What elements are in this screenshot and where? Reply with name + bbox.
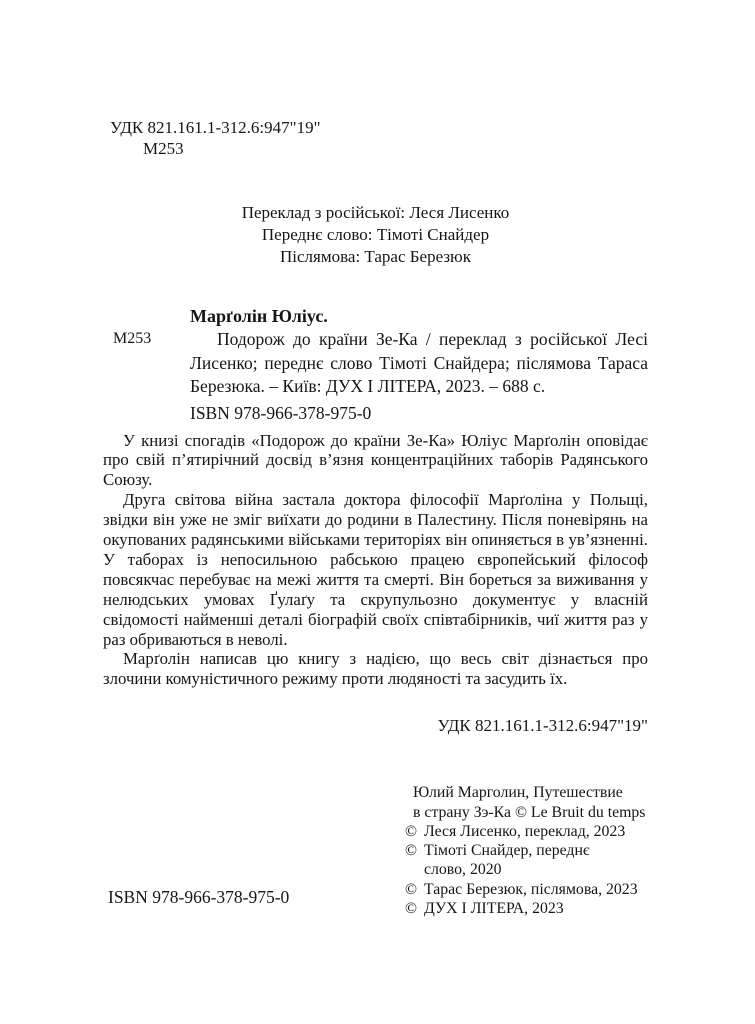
credit-foreword: Переднє слово: Тімоті Снайдер [261, 225, 490, 244]
credit-translator: Переклад з російської: Леся Лисенко [241, 203, 510, 222]
copyright-entry [405, 841, 655, 880]
udc-top-block [103, 117, 648, 159]
copyright-entry [405, 822, 655, 841]
copyright-symbol: © [405, 900, 418, 918]
udc-bottom-number: УДК 821.161.1-312.6:947"19" [437, 716, 648, 736]
udc-top-number: УДК 821.161.1-312.6:947"19" [110, 118, 321, 137]
copyright-source-line: в страну Зэ-Ка © Le Bruit du temps [413, 803, 646, 821]
annotation-block [103, 431, 648, 690]
catalog-author-name: Марґолін Юліус. [190, 306, 328, 326]
footer [103, 783, 648, 933]
annotation-paragraph: У книзі спогадів «Подорож до країни Зе-Ка» Юліус Марґолін оповідає про свій п’ятирічний досвід в’язня концентраційних таборів Радянського Союзу. [103, 430, 648, 490]
copyright-symbol: © [405, 880, 418, 898]
copyright-entry-text: Леся Лисенко, переклад, 2023 [424, 822, 626, 840]
copyright-entry-text: ДУХ І ЛІТЕРА, 2023 [424, 900, 564, 918]
annotation-paragraph: Марґолін написав цю книгу з надією, що весь світ дізнається про злочини комуністичного режиму проти людяності та засудить їх. [103, 649, 648, 689]
catalog-author-code: М253 [113, 330, 152, 347]
catalog-description: Подорож до країни Зе-Ка / переклад з російської Лесі Лисенко; переднє слово Тімоті Снайдера; післямова Тараса Березюка. – Київ: ДУХ І ЛІТЕРА, 2023. – 688 с. [190, 329, 648, 396]
copyright-entry [405, 880, 655, 899]
catalog-isbn: ISBN 978-966-378-975-0 [190, 402, 372, 423]
copyright-symbol: © [405, 822, 418, 840]
isbn-bottom: ISBN 978-966-378-975-0 [108, 887, 290, 908]
copyright-entry-text: Тімоті Снайдер, переднє слово, 2020 [424, 842, 590, 879]
copyright-entry-text: Тарас Березюк, післямова, 2023 [424, 880, 638, 898]
copyright-entry [405, 899, 655, 918]
annotation-paragraph: Друга світова війна застала доктора філософії Марґоліна у Польщі, звідки він уже не зміг виїхати до родини в Палестину. Після поневірянь на окупованих радянськими військами територіях він опиняється в ув’язненні. У таборах із непосильною рабською працею європейський філософ повсякчас перебуває на межі життя та смерті. Він бореться за виживання у нелюдських умовах Ґулаґу та скрупульозно документує у власній свідомості найменші деталі біографій своїх співтабірників, чиї життя раз у раз обриваються в неволі. [103, 490, 648, 649]
copyright-symbol: © [405, 842, 418, 860]
catalog-card [113, 304, 648, 425]
udc-top-author-code: М253 [143, 139, 184, 158]
credits-block [103, 202, 648, 268]
copyright-source-line: Юлий Марголин, Путешествие [413, 784, 623, 802]
copyright-block [405, 783, 655, 918]
credit-afterword: Післямова: Тарас Березюк [279, 247, 471, 266]
